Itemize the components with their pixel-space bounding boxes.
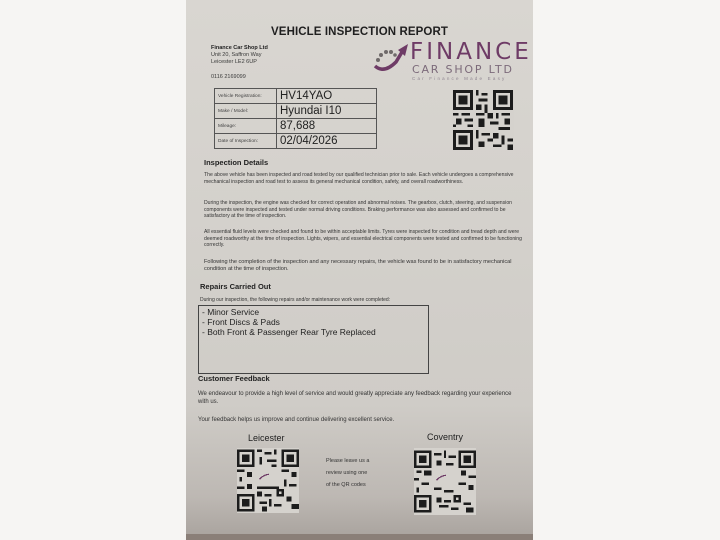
- repairs-intro: During our inspection, the following repairs and/or maintenance work were completed:: [200, 297, 391, 303]
- vehicle-registration-value: HV14YAO: [277, 89, 377, 104]
- company-address: [211, 45, 268, 81]
- review-instructions: [326, 455, 386, 491]
- company-phone: 0116 2169099: [211, 74, 246, 80]
- vehicle-registration-label: Vehicle Registration:: [215, 89, 277, 104]
- logo-swoosh-icon: [372, 40, 412, 80]
- table-row: [215, 134, 377, 149]
- address-line-1: Unit 20, Saffron Way: [211, 52, 262, 58]
- vehicle-qr-code-icon[interactable]: [452, 90, 514, 150]
- list-item: - Minor Service: [202, 307, 260, 317]
- paper-bottom-edge: [186, 534, 533, 540]
- logo-tagline: Car Finance Made Easy: [412, 76, 507, 81]
- leicester-review-qr-code-icon[interactable]: [237, 448, 299, 513]
- table-row: [215, 104, 377, 119]
- inspection-paragraph-2: During the inspection, the engine was checked for correct operation and abnormal noises. The gearbox, clutch, steering, and suspension components were inspected and tested under normal driving conditions. Braking performance was also assessed and confirmed to be satisfactory at the time of inspection.: [204, 200, 512, 220]
- mileage-label: Mileage:: [215, 119, 277, 134]
- review-note-line-1: Please leave us a: [326, 458, 370, 464]
- logo-word-carshop: CAR SHOP LTD: [412, 63, 514, 76]
- company-name: Finance Car Shop Ltd: [211, 45, 268, 51]
- customer-feedback-heading: Customer Feedback: [198, 374, 270, 383]
- repairs-heading: Repairs Carried Out: [200, 282, 271, 291]
- vehicle-details-table: [214, 88, 377, 149]
- inspection-paragraph-3: All essential fluid levels were checked and found to be within acceptable limits. Tyres were inspected for condition and tread depth and were deemed roadworthy at the time of inspection. Lights, wipers, and essential electrical components were tested and confirmed to be functioning correctly.: [204, 229, 522, 249]
- mileage-value: 87,688: [277, 119, 377, 134]
- make-model-value: Hyundai I10: [277, 104, 377, 119]
- list-item: - Both Front & Passenger Rear Tyre Replaced: [202, 327, 376, 337]
- inspection-paragraph-1: The above vehicle has been inspected and road tested by our qualified technician prior to sale. Each vehicle undergoes a comprehensive mechanical inspection and road test to assess its general mechanical condition, safety, and overall roadworthiness.: [204, 172, 514, 185]
- inspection-date-value: 02/04/2026: [277, 134, 377, 149]
- list-item: - Front Discs & Pads: [202, 317, 280, 327]
- feedback-paragraph-1: We endeavour to provide a high level of service and would greatly appreciate any feedback regarding your experience with us.: [198, 391, 512, 405]
- make-model-label: Make / Model:: [215, 104, 277, 119]
- review-note-line-3: of the QR codes: [326, 482, 366, 488]
- coventry-review-qr-code-icon[interactable]: [414, 448, 476, 515]
- inspection-date-label: Date of Inspection:: [215, 134, 277, 149]
- inspection-report-page: [186, 0, 533, 540]
- address-line-2: Leicester LE2 6UP: [211, 59, 257, 65]
- table-row: [215, 89, 377, 104]
- report-title: VEHICLE INSPECTION REPORT: [271, 26, 448, 38]
- review-note-line-2: review using one: [326, 470, 368, 476]
- repairs-list: [199, 306, 428, 337]
- logo-word-finance: FINANCE: [410, 39, 532, 65]
- leicester-label: Leicester: [248, 433, 285, 443]
- repairs-list-box: [198, 305, 429, 374]
- company-logo: [372, 40, 532, 80]
- inspection-paragraph-4: Following the completion of the inspection and any necessary repairs, the vehicle was found to be in satisfactory mechanical condition at the time of inspection.: [204, 259, 512, 272]
- table-row: [215, 119, 377, 134]
- feedback-paragraph-2: Your feedback helps us improve and continue delivering excellent service.: [198, 417, 395, 423]
- inspection-details-heading: Inspection Details: [204, 158, 269, 167]
- coventry-label: Coventry: [427, 432, 464, 442]
